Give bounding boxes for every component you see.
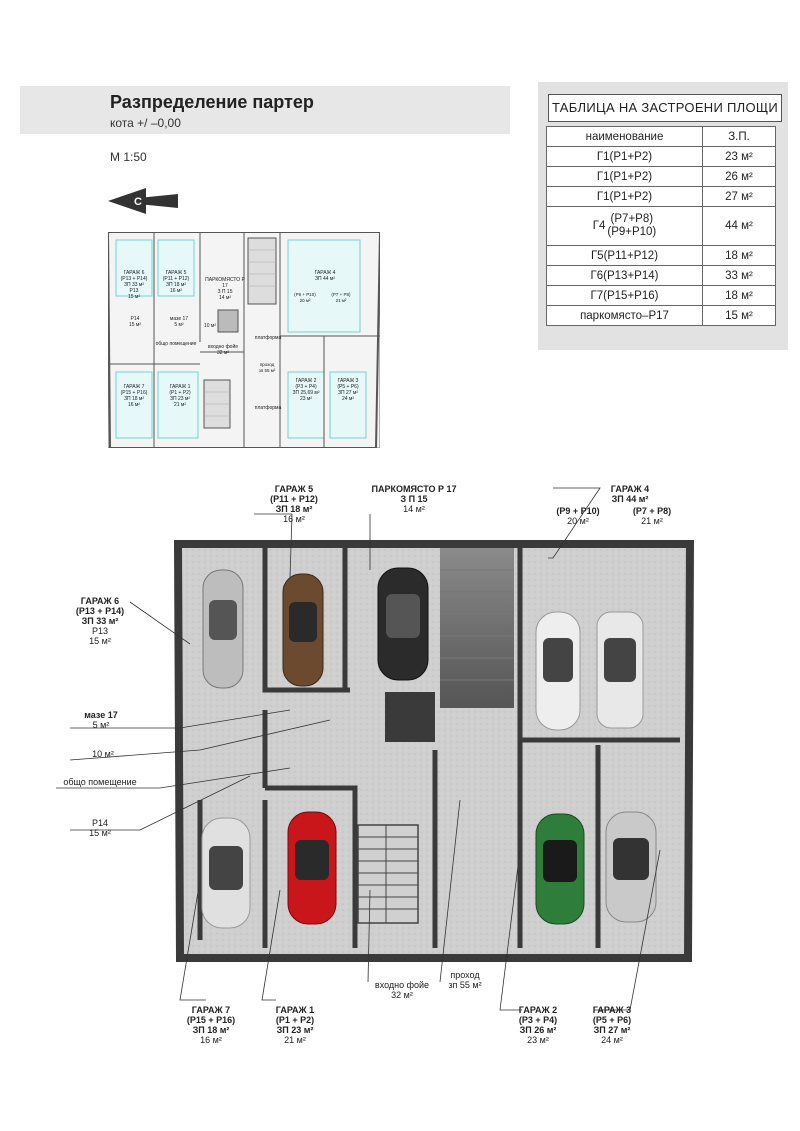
minimap-platform-2: платформа [254, 405, 282, 411]
elevator-core [385, 692, 435, 742]
table-cell-area: 27 м² [703, 187, 776, 207]
car-brown-g5 [283, 574, 323, 686]
north-letter: С [134, 196, 142, 208]
table-header-row [547, 127, 776, 147]
minimap-g5: ГАРАЖ 5 (Р11 + Р12) ЗП 18 м² 16 м² [162, 270, 190, 294]
table-cell-area: 18 м² [703, 246, 776, 266]
table-cell-name: Г5(Р11+Р12) [547, 246, 703, 266]
table-row [547, 306, 776, 326]
car-green-g2 [536, 814, 584, 924]
minimap-plan [108, 232, 380, 448]
label-g3: ГАРАЖ 3 (Р5 + Р6) ЗП 27 м² 24 м² [592, 1005, 632, 1045]
minimap-g6: ГАРАЖ 6 (Р13 + Р14) ЗП 33 м² Р13 15 м² [120, 270, 148, 300]
label-g5: ГАРАЖ 5 (Р11 + Р12) ЗП 18 м² 16 м² [270, 484, 318, 524]
table-row [547, 207, 776, 246]
table-cell-name: Г6(Р13+Р14) [547, 266, 703, 286]
g4-prefix: Г4 [592, 219, 606, 232]
label-maze: мазе 17 5 м² [84, 710, 118, 730]
label-p17: ПАРКОМЯСТО Р 17 З П 15 14 м² [371, 484, 457, 514]
page-title: Разпределение партер [110, 92, 314, 112]
table-cell-name: Г1(Р1+Р2) [547, 187, 703, 207]
minimap-platform-1: платформа [254, 335, 282, 341]
table-row [547, 286, 776, 306]
area-table-title: ТАБЛИЦА НА ЗАСТРОЕНИ ПЛОЩИ [548, 94, 782, 122]
table-row [547, 266, 776, 286]
table-cell-area: 15 м² [703, 306, 776, 326]
g4-top: (Р7+Р8) [610, 213, 654, 225]
car-white-g4-right [597, 612, 643, 728]
car-red-g1 [288, 812, 336, 924]
minimap-pass: проход зп 55 м² [258, 362, 276, 373]
car-silver-g7 [202, 818, 250, 928]
stairwell-top [440, 548, 514, 708]
table-row [547, 246, 776, 266]
label-pass: проход зп 55 м² [448, 970, 482, 990]
label-g4: ГАРАЖ 4 ЗП 44 м² [610, 484, 650, 504]
area-table [546, 126, 776, 326]
minimap-g2: ГАРАЖ 2 (Р3 + Р4) ЗП 25,69 м² 23 м² [292, 378, 320, 402]
minimap-g7: ГАРАЖ 7 (Р15 + Р16) ЗП 18 м² 16 м² [120, 384, 148, 408]
table-cell-name: Г7(Р15+Р16) [547, 286, 703, 306]
car-silver-g3 [606, 812, 656, 922]
minimap-p17: ПАРКОМЯСТО Р 17 З П 15 14 м² [205, 277, 245, 301]
minimap-common: общо помещение [155, 341, 197, 347]
table-row [547, 187, 776, 207]
minimap-foyer: входно фойе 32 м² [207, 344, 239, 356]
g4-bottom: (Р9+Р10) [607, 226, 657, 238]
table-header-area: З.П. [703, 127, 776, 147]
stairwell-bottom [358, 825, 418, 923]
car-black-p17 [378, 568, 428, 680]
minimap-maze: мазе 17 5 м² [169, 316, 189, 328]
label-p14: Р14 15 м² [89, 818, 111, 838]
minimap-g4: ГАРАЖ 4 ЗП 44 м² [314, 270, 336, 282]
table-cell-area: 26 м² [703, 167, 776, 187]
table-cell-area: 18 м² [703, 286, 776, 306]
label-g6: ГАРАЖ 6 (Р13 + Р14) ЗП 33 м² Р13 15 м² [75, 596, 125, 646]
minimap-ten: 10 м² [203, 323, 217, 329]
table-cell-name: Г1(Р1+Р2) [547, 147, 703, 167]
table-header-name: наименование [547, 127, 703, 147]
minimap-p14: Р14 15 м² [128, 316, 142, 328]
label-g1: ГАРАЖ 1 (Р1 + Р2) ЗП 23 м² 21 м² [275, 1005, 315, 1045]
label-g4-p7: (Р7 + Р8) 21 м² [632, 506, 672, 526]
table-row [547, 147, 776, 167]
minimap-p9: (Р9 + Р10) 20 м² [294, 292, 316, 303]
table-cell-area: 44 м² [703, 207, 776, 246]
table-cell-area: 33 м² [703, 266, 776, 286]
elevation-subtitle: кота +/ –0,00 [110, 116, 181, 130]
north-arrow-icon [106, 188, 182, 214]
table-cell-name: Г1(Р1+Р2) [547, 167, 703, 187]
car-silver-g6 [203, 570, 243, 688]
minimap-g1: ГАРАЖ 1 (Р1 + Р2) ЗП 23 м² 21 м² [169, 384, 191, 408]
car-white-g4-left [536, 612, 580, 730]
table-cell-area: 23 м² [703, 147, 776, 167]
label-g7: ГАРАЖ 7 (Р15 + Р16) ЗП 18 м² 16 м² [186, 1005, 236, 1045]
table-cell-name: паркомясто–Р17 [547, 306, 703, 326]
minimap-g3: ГАРАЖ 3 (Р5 + Р6) ЗП 27 м² 24 м² [337, 378, 359, 402]
label-g2: ГАРАЖ 2 (Р3 + Р4) ЗП 26 м² 23 м² [518, 1005, 558, 1045]
label-ten: 10 м² [92, 749, 114, 759]
label-g4-p9: (Р9 + Р10) 20 м² [556, 506, 600, 526]
scale-label: М 1:50 [110, 150, 147, 164]
table-cell-name [547, 207, 703, 246]
minimap-p7: (Р7 + Р8) 21 м² [331, 292, 351, 303]
table-row [547, 167, 776, 187]
label-foyer: входно фойе 32 м² [374, 980, 430, 1000]
label-common: общо помещение [63, 777, 137, 787]
